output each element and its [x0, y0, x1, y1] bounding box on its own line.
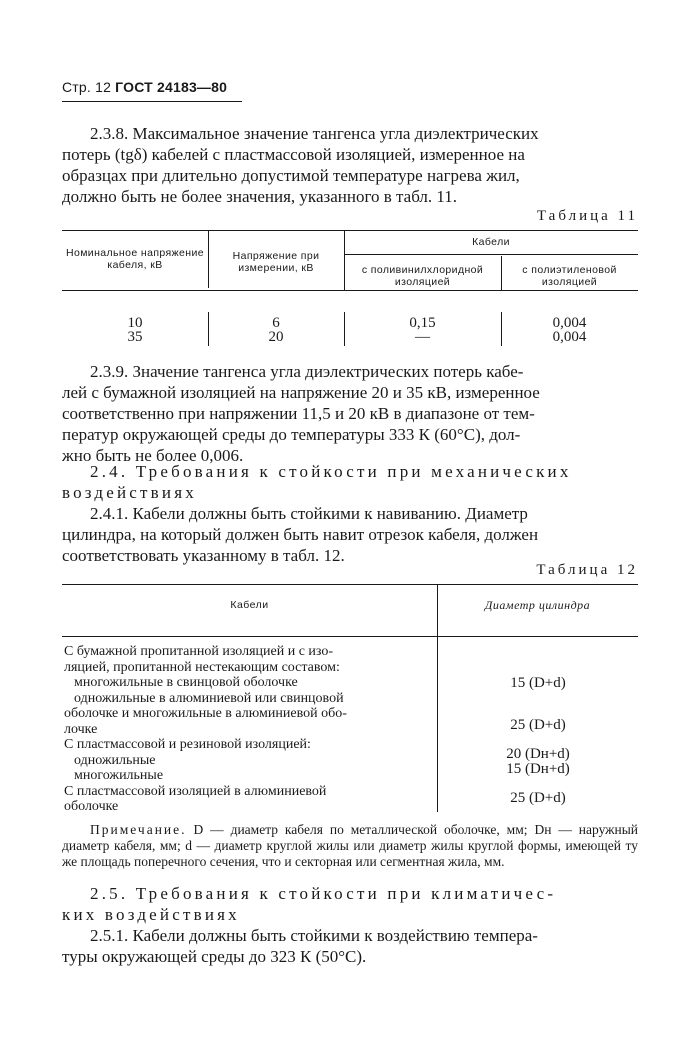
page-header [62, 79, 227, 95]
text-line: соответствовать указанному в табл. 12. [62, 546, 345, 565]
text-line: 2.3.8. Максимальное значение тангенса угла диэлектрических [90, 124, 539, 143]
table-row-text: оболочке [64, 799, 119, 814]
table-row-text: многожильные в свинцовой оболочке [74, 675, 298, 690]
table-11 [62, 230, 638, 350]
table-rule [62, 230, 638, 231]
table-cell: 0,15 [409, 315, 436, 331]
text-line: ких воздействиях [62, 905, 240, 924]
col-cylinder-diameter-header: Диаметр цилиндра [484, 598, 591, 612]
table-11-caption: Таблица 11 [536, 208, 638, 224]
table-rule [62, 584, 638, 585]
text-line: 2.4. Требования к стойкости при механических [90, 462, 572, 481]
header-rule [62, 101, 242, 102]
note-label: Примечание. [90, 822, 187, 837]
text-line: лей с бумажной изоляцией на напряжение 20 и 35 кВ, измеренное [62, 383, 540, 402]
table-row-text: многожильные [74, 768, 164, 783]
note-text: D — диаметр кабеля по металлической оболочке, мм; Dн — наружный диаметр кабеля, мм; d — диаметр круглой жилы или диаметр жилы круглой формы, имеющей ту же площадь поперечного сечения, что и секторная или сегментная жила, мм. [62, 822, 638, 869]
table-row-text: лочке [64, 721, 98, 737]
col-group-cables-header: Кабели [472, 236, 510, 248]
table-12 [62, 584, 638, 814]
text-line: цилиндра, на который должен быть навит отрезок кабеля, должен [62, 525, 539, 544]
col-test-voltage-header: Напряжение при измерении, кВ [232, 250, 320, 274]
section-2-4-heading [62, 461, 638, 503]
table-cell: 0,004 [552, 315, 587, 331]
table-cell: 0,004 [552, 329, 587, 345]
table-row-text: С пластмассовой и резиновой изоляцией: [64, 737, 311, 752]
page-number: Стр. 12 [62, 79, 112, 95]
table-cell: — [415, 329, 430, 345]
paragraph-2-3-8 [62, 123, 638, 207]
header-bottom-rule [62, 636, 638, 637]
diameter-value: 25 (D+d) [510, 717, 566, 733]
table-row-text: одножильные в алюминиевой или свинцовой [74, 690, 344, 706]
text-line: потерь (tgδ) кабелей с пластмассовой изоляцией, измеренное на [62, 145, 525, 164]
text-line: 2.4.1. Кабели должны быть стойкими к навиванию. Диаметр [90, 504, 528, 523]
diameter-value: 15 (D+d) [510, 675, 566, 691]
text-line: ператур окружающей среды до температуры 333 К (60°С), дол- [62, 425, 521, 444]
table-12-caption: Таблица 12 [536, 562, 638, 578]
col-pvc-header: с поливинилхлоридной изоляцией [361, 264, 484, 288]
table-row-text: ляцией, пропитанной нестекающим составом: [64, 659, 340, 675]
paragraph-2-4-1 [62, 503, 638, 566]
paragraph-2-3-9 [62, 361, 638, 466]
text-line: 2.3.9. Значение тангенса угла диэлектрических потерь кабе- [90, 362, 524, 381]
text-line: соответственно при напряжении 11,5 и 20 кВ в диапазоне от тем- [62, 404, 535, 423]
col-nominal-voltage-header: Номинальное напряжение кабеля, кВ [65, 247, 205, 271]
paragraph-2-5-1 [62, 925, 638, 967]
diameter-value: 25 (D+d) [510, 790, 566, 806]
diameter-value: 15 (Dн+d) [506, 761, 570, 777]
table-row-text: оболочке и многожильные в алюминиевой обо- [64, 706, 347, 721]
text-line: жно быть не более 0,006. [62, 446, 244, 465]
text-line: должно быть не более значения, указанного в табл. 11. [62, 187, 458, 206]
table-row-text: одножильные [74, 752, 156, 768]
section-2-5-heading [62, 883, 638, 925]
text-line: туры окружающей среды до 323 К (50°С). [62, 947, 367, 966]
header-bottom-rule [62, 290, 638, 291]
table-cell: 6 [272, 315, 280, 331]
text-line: воздействиях [62, 483, 197, 502]
text-line: 2.5. Требования к стойкости при климатичес- [90, 884, 557, 903]
table-cell: 20 [268, 329, 284, 345]
col-cables-header: Кабели [230, 599, 269, 611]
diameter-value: 20 (Dн+d) [506, 746, 570, 762]
group-rule [344, 254, 638, 255]
table-cell: 35 [127, 329, 143, 345]
col-pe-header: с полиэтиленовой изоляцией [522, 264, 617, 288]
table-note [62, 822, 638, 870]
text-line: 2.5.1. Кабели должны быть стойкими к воздействию темпера- [90, 926, 538, 945]
text-line: образцах при длительно допустимой температуре нагрева жил, [62, 166, 520, 185]
table-row-text: С бумажной пропитанной изоляцией и с изо- [64, 644, 334, 659]
table-row-text: С пластмассовой изоляцией в алюминиевой [64, 783, 327, 799]
standard-number: ГОСТ 24183—80 [115, 79, 228, 95]
table-cell: 10 [127, 315, 143, 331]
